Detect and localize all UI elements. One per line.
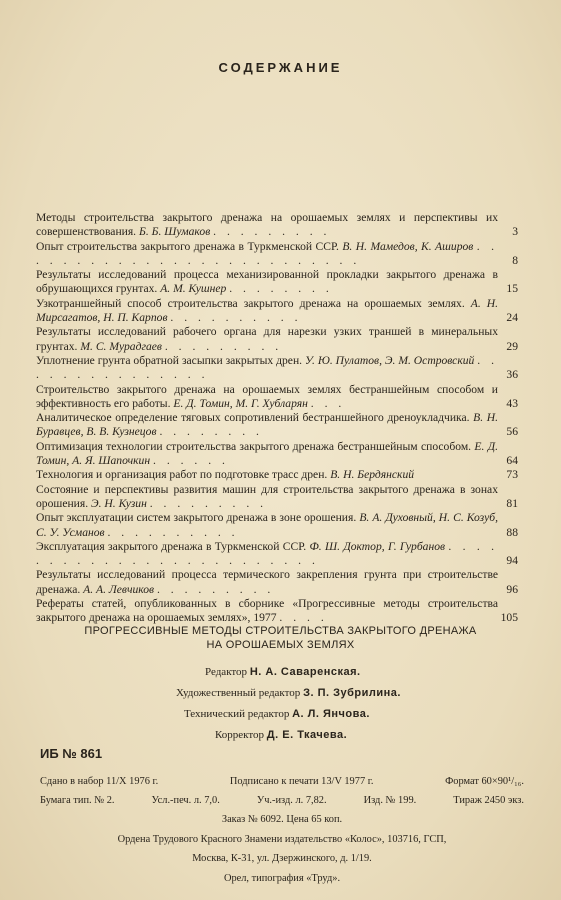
toc-page-number: 81 (506, 496, 518, 510)
ib-number: ИБ № 861 (40, 746, 103, 761)
toc-entry: Опыт эксплуатации систем закрытого дренажа в зоне орошения. В. А. Духовный, Н. С. Козуб, С. У. Усманов . . . . . . . . . . 88 (36, 511, 518, 539)
toc-entry: Оптимизация технологии строительства закрытого дренажа бестраншейным способом. Е. Д. Томин, А. Я. Шапочкин . . . . . . 64 (36, 439, 518, 468)
toc-entry: Методы строительства закрытого дренажа на орошаемых землях и перспективы их совершенствования. Б. Б. Шумаков . . . . . . . . . 3 (36, 211, 518, 239)
toc-page-number: 15 (506, 282, 518, 296)
toc-page-number: 88 (506, 525, 518, 539)
toc-entry: Опыт строительства закрытого дренажа в Туркменской ССР. В. Н. Мамедов, К. Аширов . . . . . . . . . . . . . . . . . . . . . . . . . . 8 (36, 239, 518, 267)
book-title: ПРОГРЕССИВНЫЕ МЕТОДЫ СТРОИТЕЛЬСТВА ЗАКРЫТОГО ДРЕНАЖА НА ОРОШАЕМЫХ ЗЕМЛЯХ (84, 625, 477, 651)
toc-page-number: 96 (506, 582, 518, 596)
toc-entry: Результаты исследований процесса термического закрепления грунта при строительстве дренажа. А. А. Левчиков . . . . . . . . . 96 (36, 568, 518, 596)
toc-page-number: 105 (500, 611, 518, 625)
toc-page-number: 3 (512, 225, 518, 239)
address-line: Москва, К-31, ул. Дзержинского, д. 1/19. (192, 853, 372, 864)
printer-line: Орел, типография «Труд». (223, 872, 341, 884)
toc-entry: Аналитическое определение тяговых сопротивлений бестраншейного дреноукладчика. В. Н. Буравцев, В. В. Кузнецов . . . . . . . . 56 (36, 411, 518, 439)
toc-entry: Уплотнение грунта обратной засыпки закрытых дрен. У. Ю. Пулатов, Э. М. Островский . . . . . . . . . . . . . . . 36 (36, 353, 518, 382)
toc-entry: Эксплуатация закрытого дренажа в Туркменской ССР. Ф. Ш. Доктор, Г. Гурбанов . . . . . . . . . . . . . . . . . . . . . . . . . 94 (36, 539, 518, 568)
toc-entry: Узкотраншейный способ строительства закрытого дренажа на орошаемых землях. А. Н. Мирсагатов, Н. П. Карпов . . . . . . . . . . 24 (36, 296, 518, 325)
table-of-contents (36, 211, 518, 626)
credit-proofreader: Корректор Д. Е. Ткачева. (215, 729, 348, 741)
publication-specs (40, 772, 524, 888)
publisher-line: Ордена Трудового Красного Знамени издательство «Колос», 103716, ГСП, (117, 833, 447, 845)
toc-entry: Технология и организация работ по подготовке трасс дрен. В. Н. Бердянский 73 (36, 468, 518, 482)
credit-editor: Редактор Н. А. Саваренская. (205, 666, 361, 678)
toc-entry: Результаты исследований рабочего органа для нарезки узких траншей в минеральных грунтах. М. С. Мурадгаев . . . . . . . . . 29 (36, 325, 518, 353)
toc-page-number: 36 (506, 368, 518, 382)
toc-page-number: 24 (506, 311, 518, 325)
toc-entry: Строительство закрытого дренажа на орошаемых землях бестраншейным способом и эффективность его работы. Е. Д. Томин, М. Г. Хубларян . . . 43 (36, 382, 518, 410)
toc-page-number: 8 (512, 253, 518, 267)
toc-entry: Результаты исследований процесса механизированной прокладки закрытого дренажа в обрушающихся грунтах. А. М. Кушнер . . . . . . . . 15 (36, 268, 518, 296)
toc-page-number: 29 (506, 339, 518, 353)
toc-page-number: 73 (506, 468, 518, 482)
toc-heading: СОДЕРЖАНИЕ (218, 60, 343, 75)
imprint (0, 624, 561, 746)
toc-page-number: 94 (506, 554, 518, 568)
spec-row: Бумага тип. № 2. Усл.-печ. л. 7,0. Уч.-изд. л. 7,82. Изд. № 199. Тираж 2450 экз. (40, 795, 524, 806)
order-line: Заказ № 6092. Цена 65 коп. (221, 814, 343, 825)
credit-tech-editor: Технический редактор А. Л. Янчова. (184, 708, 370, 720)
spec-row: Сдано в набор 11/Х 1976 г. Подписано к печати 13/V 1977 г. Формат 60×90¹/₁₆. (40, 776, 524, 787)
credit-art-editor: Художественный редактор З. П. Зубрилина. (176, 687, 401, 699)
toc-entry: Рефераты статей, опубликованных в сборнике «Прогрессивные методы строительства закрытого дренажа на орошаемых землях», 1977 . . . . 105 (36, 597, 518, 625)
toc-entry: Состояние и перспективы развития машин для строительства закрытого дренажа в зонах орошения. Э. Н. Кузин . . . . . . . . . 81 (36, 482, 518, 510)
toc-page-number: 64 (506, 454, 518, 468)
toc-page-number: 43 (506, 396, 518, 410)
toc-page-number: 56 (506, 425, 518, 439)
credits (0, 662, 561, 746)
